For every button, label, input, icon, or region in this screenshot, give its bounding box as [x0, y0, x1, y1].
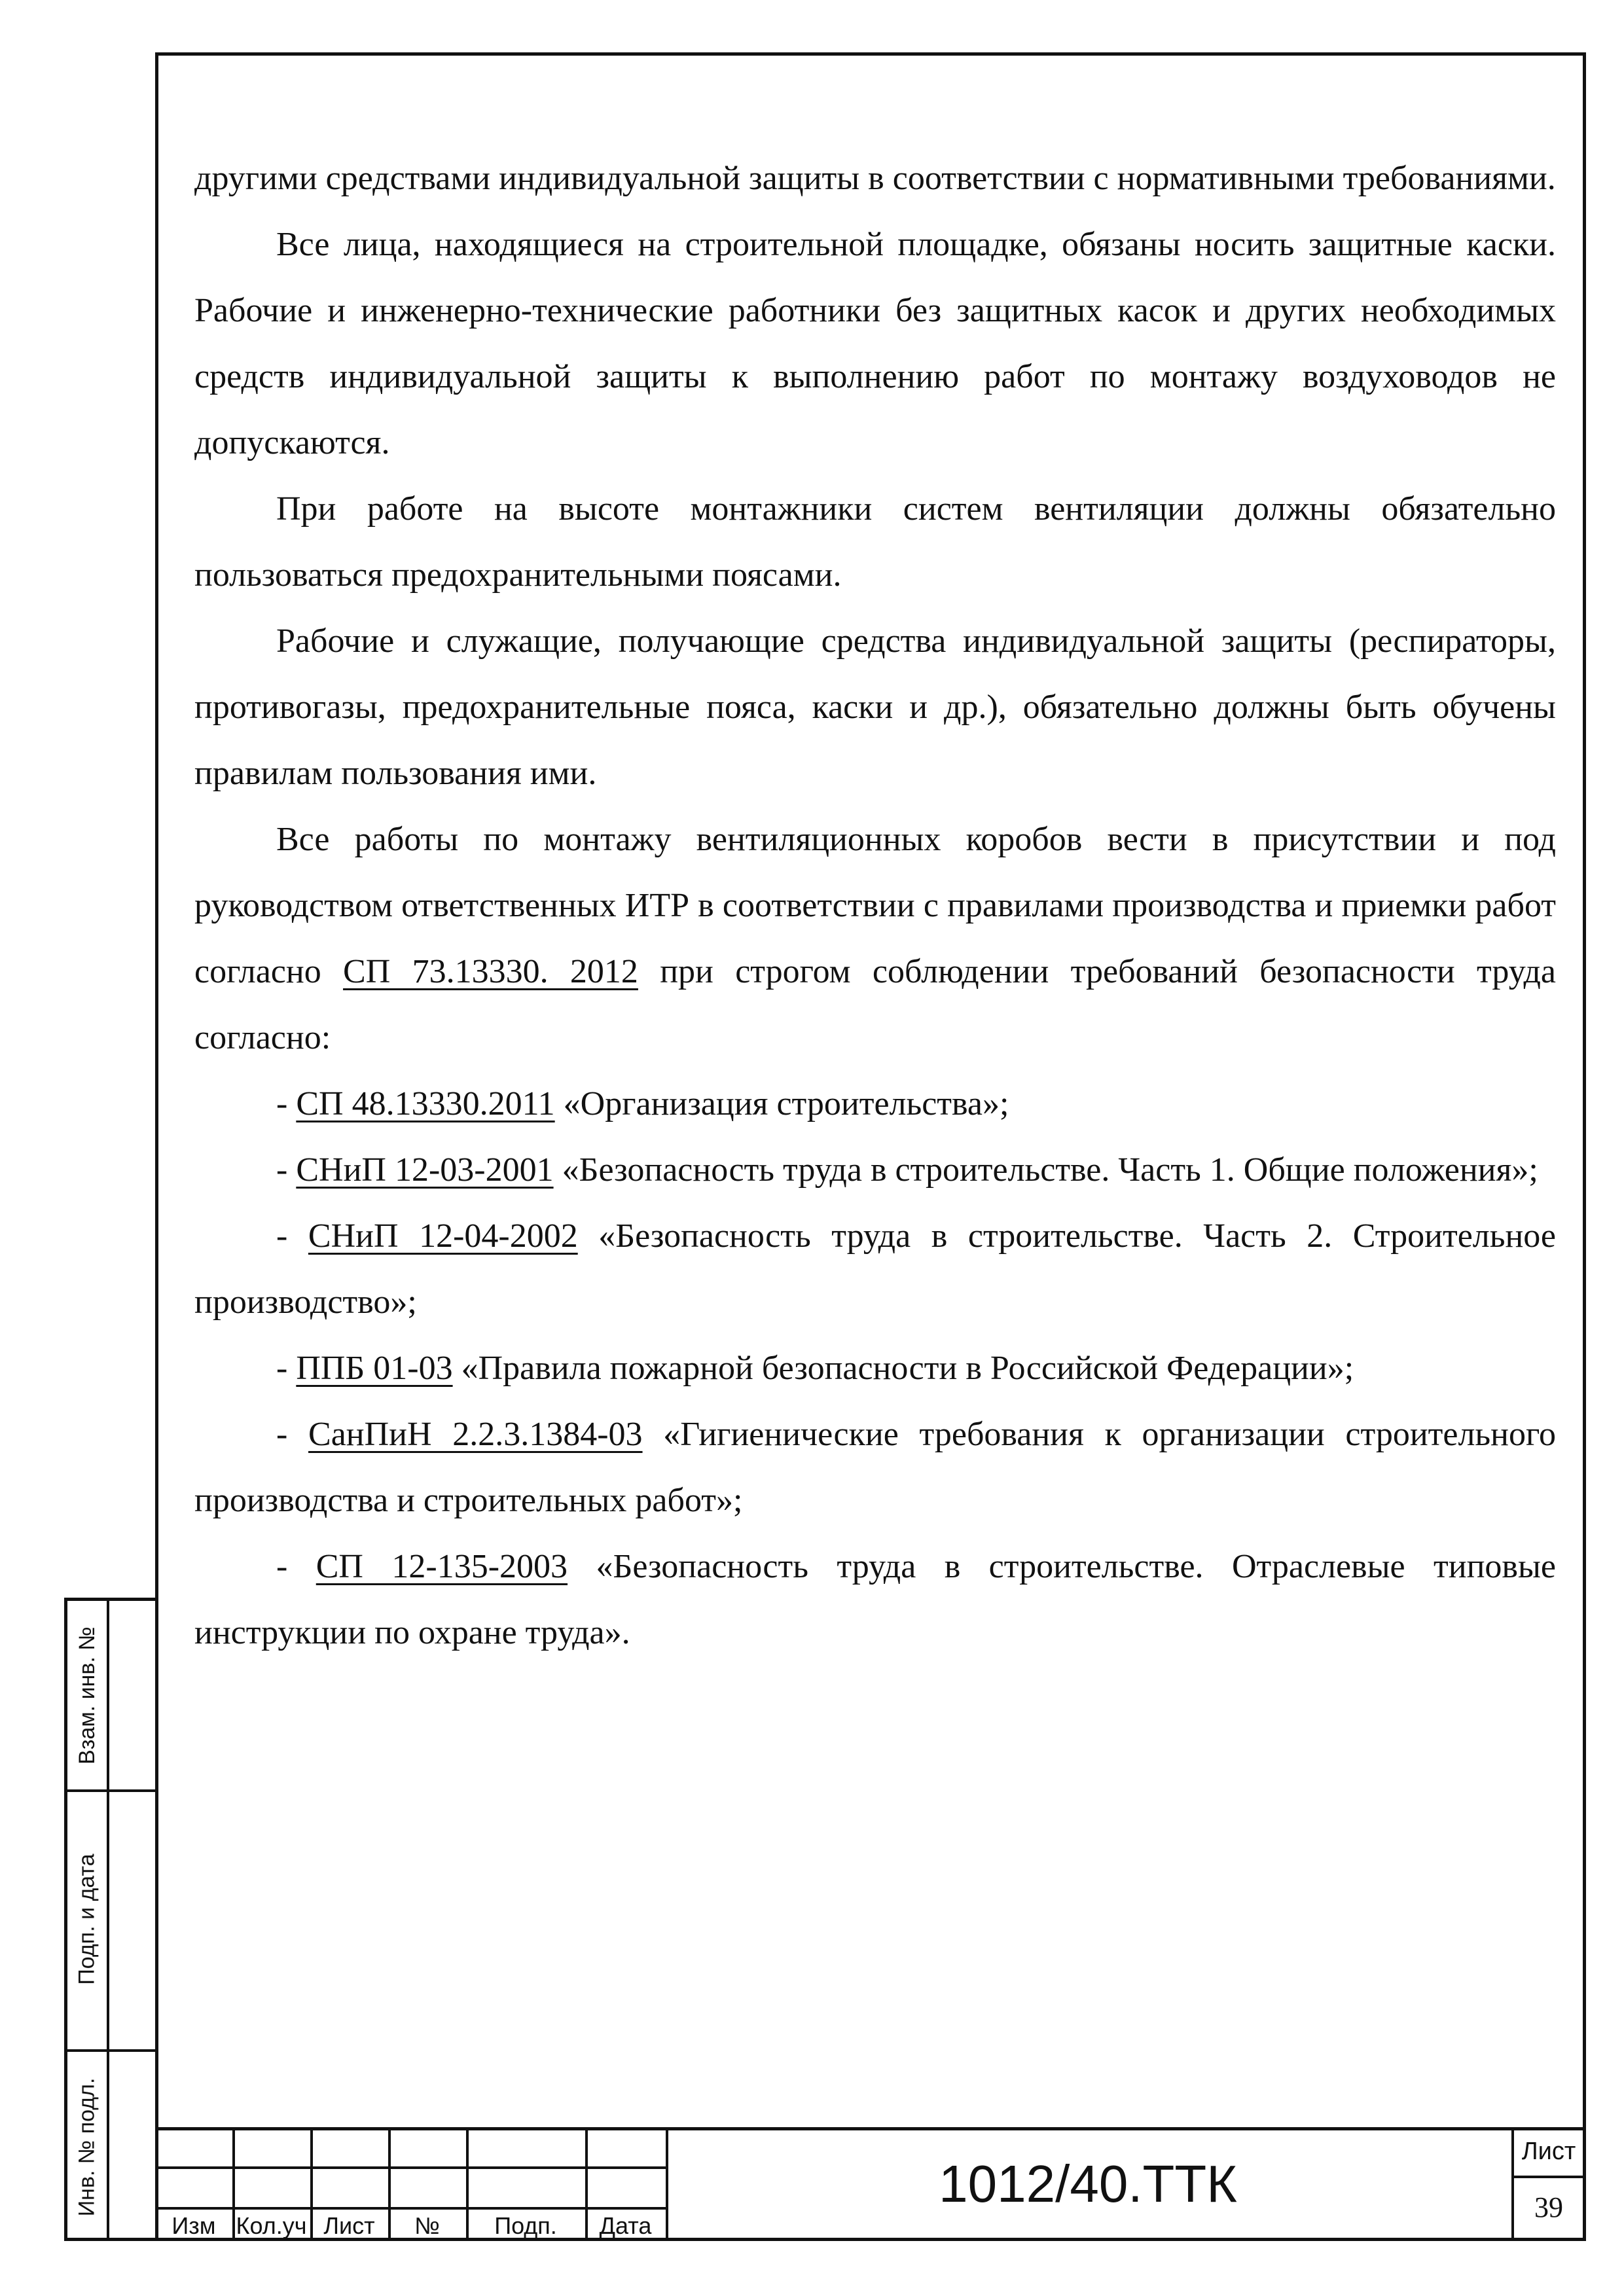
list-dash: - [276, 1350, 297, 1387]
side-stamp [64, 1598, 155, 2241]
reference-link[interactable]: СанПиН 2.2.3.1384-03 [308, 1416, 643, 1453]
title-block-grid-line [155, 2166, 666, 2169]
reference-link[interactable]: СП 48.13330.2011 [296, 1085, 555, 1122]
list-item [194, 1401, 1556, 1534]
side-stamp-divider [107, 1601, 109, 2238]
paragraph-2: Все лица, находящиеся на строительной площадке, обязаны носить защитные каски. Рабочие и инженерно-технические работники без защитных касок и других необходимых средств индивидуальной защиты к выполнению работ по монтажу воздуховодов не допускаются. [194, 226, 1556, 461]
reference-link[interactable]: СНиП 12-04-2002 [308, 1217, 578, 1255]
list-dash: - [276, 1151, 297, 1189]
list-item [194, 1335, 1556, 1401]
paragraph-4: Рабочие и служащие, получающие средства индивидуальной защиты (респираторы, противогазы, предохранительные пояса, каски и др.), обязательно должны быть обучены правилам пользования ими. [194, 622, 1556, 792]
list-item [194, 1071, 1556, 1137]
paragraph-5-before: Все работы по монтажу вентиляционных коробов вести в присутствии и под руководством ответственных ИТР в соответствии с правилами производства и приемки работ согласно [194, 821, 1556, 990]
list-dash: - [276, 1416, 309, 1453]
title-block-grid-line [155, 2207, 666, 2210]
sheet-label: Лист [1521, 2137, 1576, 2165]
vzam-inv-label: Взам. инв. № [74, 1626, 99, 1765]
side-stamp-cell [67, 2049, 107, 2244]
reference-link[interactable]: СНиП 12-03-2001 [296, 1151, 554, 1189]
list-dash: - [276, 1085, 297, 1122]
list-dash: - [276, 1217, 308, 1255]
paragraph-5 [194, 806, 1556, 1071]
list-item-text: «Безопасность труда в строительстве. Отраслевые типовые инструкции по охране труда». [194, 1548, 1556, 1651]
side-stamp-cell [67, 1601, 107, 1789]
col-podp: Подп. [494, 2212, 557, 2239]
list-item-text: «Организация строительства»; [554, 1085, 1009, 1122]
reference-link[interactable]: СП 12-135-2003 [316, 1548, 568, 1585]
inv-podl-label: Инв. № подл. [74, 2077, 99, 2216]
list-item [194, 1534, 1556, 1666]
list-item-text: «Гигиенические требования к организации строительного производства и строительных работ»; [194, 1416, 1557, 1519]
title-block [155, 2127, 1586, 2241]
reference-link[interactable]: ППБ 01-03 [296, 1350, 453, 1387]
col-data: Дата [599, 2212, 652, 2239]
side-stamp-cell [67, 1789, 107, 2049]
list-dash: - [276, 1548, 316, 1585]
podp-data-label: Подп. и дата [74, 1854, 99, 1985]
paragraph-5-after: при строгом соблюдении требований безопасности труда согласно: [194, 953, 1556, 1056]
col-number: № [414, 2212, 440, 2239]
list-item [194, 1203, 1556, 1335]
col-list: Лист [323, 2212, 375, 2239]
paragraph-1: другими средствами индивидуальной защиты в соответствии с нормативными требованиями. [194, 160, 1556, 197]
reference-link[interactable]: СП 73.13330. 2012 [343, 953, 638, 990]
document-body [194, 145, 1556, 1666]
col-izm: Изм [171, 2212, 216, 2239]
list-item-text: «Безопасность труда в строительстве. Часть 2. Строительное производство»; [194, 1217, 1557, 1321]
list-item-text: «Правила пожарной безопасности в Российской Федерации»; [452, 1350, 1354, 1387]
sheet-number: 39 [1534, 2191, 1563, 2223]
list-item-text: «Безопасность труда в строительстве. Часть 1. Общие положения»; [553, 1151, 1538, 1189]
list-item [194, 1137, 1556, 1203]
col-kol-uch: Кол.уч [236, 2212, 307, 2239]
paragraph-3: При работе на высоте монтажники систем вентиляции должны обязательно пользоваться предохранительными поясами. [194, 490, 1556, 594]
document-code: 1012/40.ТТК [939, 2155, 1237, 2213]
title-block-grid-line [1511, 2176, 1586, 2178]
